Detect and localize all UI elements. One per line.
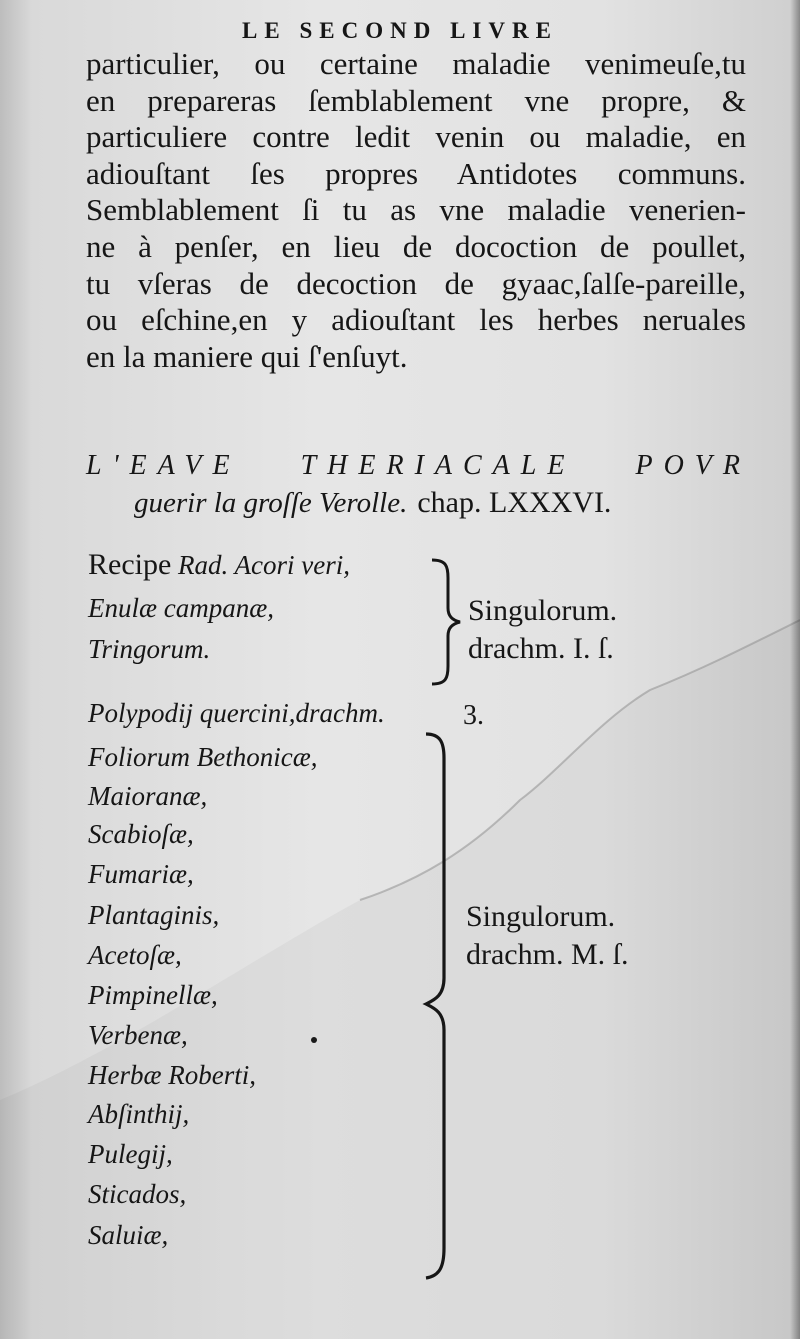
ingredient: Enulæ campanæ, — [88, 593, 274, 623]
group1-note — [468, 592, 617, 668]
ingredient: Rad. Acori veri, — [178, 550, 351, 580]
paragraph-line: tu vſeras de decoction de gyaac,ſalſe-pareille, — [86, 265, 746, 301]
chapter-title: L'EAVE THERIACALE POVR — [86, 450, 751, 481]
note-line: Singulorum. — [466, 900, 616, 933]
running-head: LE SECOND LIVRE — [242, 18, 558, 43]
note-line: drachm. M. ſ. — [466, 938, 629, 971]
ingredient: Plantaginis, — [88, 900, 220, 930]
polypody-dose: 3. — [463, 700, 484, 731]
ingredient: Tringorum. — [88, 634, 211, 664]
brace-group1 — [428, 556, 464, 688]
ingredient: Acetoſæ, — [88, 940, 182, 970]
note-line: drachm. I. ſ. — [468, 632, 614, 665]
brace-group2 — [420, 728, 460, 1284]
ingredient: Maioranæ, — [88, 781, 208, 811]
chapter-subtitle-line — [134, 486, 751, 520]
paragraph-line: ne à penſer, en lieu de docoction de poullet, — [86, 228, 746, 264]
paragraph-line: en la maniere qui ſ'enſuyt. — [86, 338, 408, 374]
ingredient: Abſinthij, — [88, 1099, 190, 1129]
ingredient: Sticados, — [88, 1179, 187, 1209]
group2-note — [466, 898, 628, 974]
ingredient: Polypodij quercini,drachm. — [88, 698, 385, 728]
ingredient: Pulegij, — [88, 1139, 173, 1169]
body-paragraph — [86, 46, 746, 375]
paragraph-line: particuliere contre ledit venin ou maladie, en — [86, 119, 746, 155]
ingredient: Foliorum Bethonicæ, — [88, 742, 318, 772]
paragraph-line: en prepareras ſemblablement vne propre, & — [86, 82, 746, 118]
recipe-line — [88, 548, 350, 582]
paragraph-line: Semblablement ſi tu as vne maladie venerien- — [86, 192, 746, 228]
recipe-word: Recipe — [88, 548, 172, 581]
chapter-subtitle: guerir la groſſe Verolle. — [134, 487, 408, 519]
ingredient: Herbæ Roberti, — [88, 1060, 256, 1090]
ink-dot — [311, 1037, 317, 1043]
ingredient: Saluiæ, — [88, 1220, 169, 1250]
ingredient: Pimpinellæ, — [88, 980, 218, 1010]
paragraph-line: ou eſchine,en y adiouſtant les herbes neruales — [86, 302, 746, 338]
ingredient: Verbenæ, — [88, 1020, 188, 1050]
ingredient: Fumariæ, — [88, 859, 194, 889]
chapter-number: chap. LXXXVI. — [417, 486, 612, 519]
paragraph-line: adiouſtant ſes propres Antidotes communs. — [86, 155, 746, 191]
chapter-heading — [86, 450, 751, 520]
ingredient: Scabioſæ, — [88, 819, 194, 849]
note-line: Singulorum. — [468, 594, 618, 627]
paragraph-line: particulier, ou certaine maladie venimeuſe,tu — [86, 46, 746, 81]
